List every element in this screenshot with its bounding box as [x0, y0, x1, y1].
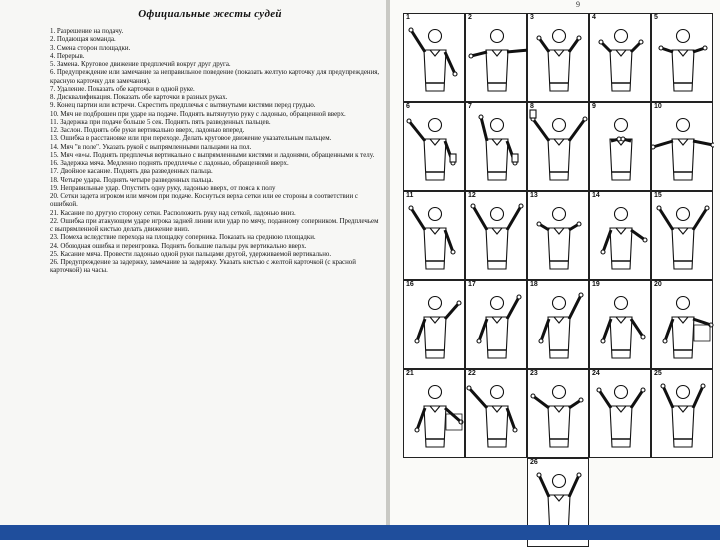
gesture-cell [589, 13, 651, 102]
figure-left-hand [659, 46, 663, 50]
gesture-number: 19 [592, 281, 600, 288]
referee-figure-icon [528, 370, 590, 459]
figure-right-hand [577, 36, 581, 40]
referee-figure-icon [404, 281, 466, 370]
figure-left-hand [537, 36, 541, 40]
figure-right-hand [583, 117, 587, 121]
figure-left-hand [652, 145, 655, 149]
rule-item [50, 127, 380, 135]
rule-number: 6. [50, 69, 57, 77]
figure-head [677, 386, 690, 399]
figure-left-arm [533, 119, 549, 141]
rule-number: 22. [50, 217, 61, 225]
rule-text: Касание по другую сторону сетки. Расположить руку над сеткой, ладонью вниз. [60, 209, 296, 217]
figure-right-arm [507, 297, 519, 319]
referee-figure-icon [590, 281, 652, 370]
rule-item [50, 135, 380, 143]
rule-text: Мяч «в»ы. Поднять предплечья вертикально с выпрямленными кистями и ладонями, обращенными к телу. [60, 151, 375, 159]
gesture-number: 24 [592, 370, 600, 377]
gesture-cell [403, 369, 465, 458]
rule-text: Задержка мяча. Медленно поднять предплечье с ладонью, обращенной вверх. [60, 160, 289, 167]
gesture-cell [403, 280, 465, 369]
figure-right-hand [519, 204, 523, 208]
figure-head [429, 119, 442, 132]
rule-item [50, 45, 380, 53]
figure-left-arm [409, 121, 425, 141]
figure-head [677, 119, 690, 132]
figure-left-hand [601, 339, 605, 343]
gesture-number: 11 [406, 192, 414, 199]
rule-item [50, 234, 380, 242]
figure-right-hand [639, 40, 643, 44]
rule-item [50, 193, 380, 210]
rule-item [50, 102, 380, 110]
rule-number: 14. [50, 143, 61, 151]
referee-figure-icon [590, 192, 652, 281]
figure-right-arm [445, 52, 455, 74]
rule-number: 23. [50, 234, 61, 242]
rule-number: 11. [50, 118, 61, 126]
figure-head [429, 297, 442, 310]
gesture-number: 15 [654, 192, 662, 199]
figure-left-arm [599, 390, 611, 408]
figure-left-hand [469, 54, 473, 58]
figure-right-arm [693, 208, 707, 230]
referee-figure-icon [466, 281, 528, 370]
page-number: 9 [576, 0, 580, 9]
gesture-number: 3 [530, 14, 534, 21]
rule-text: Разрешение на подачу. [56, 28, 124, 35]
rule-text: Замена. Круговое движение предплечий вокруг друг друга. [56, 61, 231, 68]
rule-text: Смена сторон площадки. [56, 44, 131, 52]
figure-head [615, 119, 628, 132]
rule-item [50, 218, 380, 235]
figure-right-arm [569, 119, 585, 141]
figure-left-arm [533, 396, 549, 408]
figure-left-hand [407, 119, 411, 123]
referee-figure-icon [652, 281, 714, 370]
figure-right-arm [445, 303, 459, 319]
figure-left-arm [417, 408, 425, 430]
rule-item [50, 69, 380, 86]
figure-right-hand [579, 293, 583, 297]
gesture-number: 14 [592, 192, 600, 199]
figure-left-hand [601, 250, 605, 254]
figure-right-arm [507, 50, 528, 52]
rule-item [50, 185, 380, 193]
gesture-cell [403, 102, 465, 191]
rule-number: 12. [50, 127, 61, 134]
gesture-cell [465, 191, 527, 280]
figure-left-hand [657, 206, 661, 210]
referee-figure-icon [528, 192, 590, 281]
rule-text: Сетки задета игроком или мячом при подаче. Коснуться верха сетки или ее стороны в соответствии с ошибкой. [50, 193, 358, 209]
rule-number: 1. [50, 28, 57, 35]
rule-text: Мяч не подброшен при ударе на подаче. Поднять вытянутую руку с ладонью, обращенной вверх. [60, 110, 346, 118]
rule-text: Двойное касание. Поднять два разведенных пальца. [60, 168, 213, 176]
figure-right-hand [579, 398, 583, 402]
net-icon [694, 325, 710, 341]
figure-right-arm [507, 408, 515, 430]
rule-item [50, 259, 380, 276]
gesture-cell [651, 280, 713, 369]
rule-number: 26. [50, 259, 61, 266]
figure-head [429, 386, 442, 399]
figure-right-hand [517, 295, 521, 299]
figure-head [677, 208, 690, 221]
figure-left-arm [411, 30, 425, 52]
gesture-cell [527, 191, 589, 280]
figure-right-hand [703, 46, 707, 50]
gesture-number: 8 [530, 103, 534, 110]
figure-left-hand [597, 388, 601, 392]
rule-text: Касание мяча. Провести ладонью одной руки пальцами другой, удерживаемой вертикально. [60, 250, 332, 258]
gesture-number: 4 [592, 14, 596, 21]
gesture-cell [589, 369, 651, 458]
referee-figure-icon [404, 370, 466, 459]
referee-figure-icon [528, 281, 590, 370]
rule-text: Помеха вследствие перехода на площадку соперника. Показать на среднюю площадки. [60, 234, 316, 242]
rule-number: 20. [50, 193, 61, 200]
bottom-bar [0, 525, 720, 540]
rule-item [50, 86, 380, 94]
rule-item [50, 94, 380, 102]
rule-item [50, 243, 380, 251]
figure-head [615, 297, 628, 310]
figure-right-arm [693, 386, 703, 408]
figure-left-arm [665, 319, 673, 341]
rule-number: 5. [50, 61, 57, 68]
figure-left-hand [479, 115, 483, 119]
rule-number: 8. [50, 94, 57, 101]
referee-figure-icon [652, 14, 714, 103]
gesture-number: 2 [468, 14, 472, 21]
gesture-number: 18 [530, 281, 538, 288]
gesture-cell [403, 191, 465, 280]
figure-right-arm [569, 295, 581, 319]
rule-text: Предупреждение или замечание за неправильное поведение (показать желтую карточку для предупреждения, красную карточку для замечания). [50, 69, 380, 85]
rule-text: Дисквалификация. Показать обе карточки в разных руках. [56, 94, 228, 101]
gesture-cell [651, 102, 713, 191]
figure-head [491, 386, 504, 399]
gesture-number: 1 [406, 14, 410, 21]
referee-figure-icon [528, 14, 590, 103]
figure-head [677, 30, 690, 43]
document-title: Официальные жесты судей [138, 8, 282, 20]
rule-number: 18. [50, 176, 61, 184]
figure-left-hand [415, 339, 419, 343]
gesture-cell [651, 191, 713, 280]
rule-text: Предупреждение за задержку, замечание за задержку. Указать кистью с желтой карточкой (с красной карточкой) на часы. [50, 259, 356, 275]
figure-left-arm [603, 230, 611, 252]
figure-left-arm [539, 38, 549, 52]
figure-left-hand [537, 473, 541, 477]
rule-number: 3. [50, 44, 57, 52]
figure-left-arm [603, 319, 611, 341]
rule-text: Мяч "в поле". Указать рукой с выпрямленными пальцами на пол. [60, 143, 252, 151]
rules-list [50, 28, 380, 276]
figure-right-arm [631, 230, 645, 240]
gesture-cell [589, 280, 651, 369]
figure-head [553, 386, 566, 399]
gesture-cell [651, 369, 713, 458]
figure-left-arm [479, 319, 487, 341]
figure-right-hand [711, 143, 714, 147]
rule-number: 4. [50, 52, 57, 60]
rule-number: 7. [50, 85, 57, 93]
rule-item [50, 61, 380, 69]
rule-number: 2. [50, 36, 57, 44]
rule-item [50, 168, 380, 176]
gesture-number: 12 [468, 192, 476, 199]
rule-text: Неправильные удар. Опустить одну руку, ладонью вверх, от пояса к полу [60, 184, 276, 192]
figure-right-hand [621, 137, 625, 141]
figure-head [553, 297, 566, 310]
gesture-number: 10 [654, 103, 662, 110]
figure-right-arm [507, 206, 521, 230]
figure-right-arm [631, 390, 643, 408]
figure-right-hand [641, 388, 645, 392]
referee-figure-icon [528, 103, 590, 192]
gesture-cell [465, 280, 527, 369]
referee-figure-icon [590, 103, 652, 192]
gesture-cell [527, 102, 589, 191]
referee-figure-icon [466, 192, 528, 281]
rule-number: 15. [50, 151, 61, 159]
rule-number: 13. [50, 135, 61, 143]
referee-figure-icon [652, 192, 714, 281]
figure-left-arm [653, 141, 673, 147]
figure-right-hand [705, 206, 709, 210]
rule-item [50, 144, 380, 152]
figure-right-hand [577, 473, 581, 477]
figure-right-hand [457, 301, 461, 305]
rule-item [50, 251, 380, 259]
figure-left-arm [469, 388, 487, 408]
figure-left-hand [661, 384, 665, 388]
figure-head [553, 208, 566, 221]
figure-head [429, 30, 442, 43]
figure-right-arm [569, 38, 579, 52]
rule-number: 21. [50, 209, 61, 217]
rule-item [50, 28, 380, 36]
referee-figure-icon [466, 370, 528, 459]
gesture-number: 20 [654, 281, 662, 288]
gesture-number: 7 [468, 103, 472, 110]
figure-right-hand [453, 72, 457, 76]
gesture-cell [465, 369, 527, 458]
rule-item [50, 152, 380, 160]
referee-figure-icon [466, 103, 528, 192]
figure-left-hand [409, 206, 413, 210]
gesture-cell [651, 13, 713, 102]
gesture-number: 22 [468, 370, 476, 377]
gesture-cell [465, 102, 527, 191]
figure-right-hand [451, 250, 455, 254]
referee-figure-icon [652, 370, 714, 459]
figure-right-hand [513, 428, 517, 432]
figure-left-hand [409, 28, 413, 32]
referee-figure-icon [652, 103, 714, 192]
gesture-number: 23 [530, 370, 538, 377]
figure-left-hand [537, 222, 541, 226]
gesture-cell [527, 280, 589, 369]
rule-number: 9. [50, 102, 57, 110]
figure-head [491, 119, 504, 132]
figure-left-hand [477, 339, 481, 343]
figure-left-arm [481, 117, 487, 141]
figure-left-arm [663, 386, 673, 408]
rule-number: 17. [50, 168, 61, 176]
figure-left-arm [473, 206, 487, 230]
rule-text: Четыре удара. Поднять четыре разведенных пальца. [60, 176, 214, 184]
figure-head [615, 30, 628, 43]
gesture-number: 26 [530, 459, 538, 466]
rule-number: 16. [50, 160, 61, 167]
figure-left-arm [659, 208, 673, 230]
figure-left-hand [531, 394, 535, 398]
figure-left-arm [417, 319, 425, 341]
figure-right-arm [693, 319, 711, 325]
figure-left-arm [411, 208, 425, 230]
rule-text: Заслон. Поднять обе руки вертикально вверх, ладонью вперед. [60, 127, 245, 134]
rule-number: 19. [50, 184, 61, 192]
referee-figure-icon [404, 14, 466, 103]
rule-text: Подающая команда. [56, 36, 116, 44]
gesture-number: 5 [654, 14, 658, 21]
figure-head [491, 208, 504, 221]
figure-left-arm [541, 319, 549, 341]
figure-left-hand [663, 339, 667, 343]
figure-right-arm [693, 141, 713, 145]
figure-right-arm [445, 408, 461, 422]
rule-number: 10. [50, 110, 61, 118]
rule-number: 25. [50, 250, 61, 258]
figure-head [429, 208, 442, 221]
gesture-grid [403, 13, 713, 523]
rule-item [50, 111, 380, 119]
figure-head [553, 30, 566, 43]
gesture-cell [527, 369, 589, 458]
gesture-number: 16 [406, 281, 414, 288]
rule-text: Задержка при подаче больше 5 сек. Поднять пять разведенных пальцев. [60, 118, 271, 126]
figure-left-hand [467, 386, 471, 390]
figure-head [491, 30, 504, 43]
figure-left-hand [599, 40, 603, 44]
figure-left-hand [415, 428, 419, 432]
figure-right-arm [445, 230, 453, 252]
gesture-cell [589, 191, 651, 280]
rule-item [50, 119, 380, 127]
referee-figure-icon [466, 14, 528, 103]
referee-figure-icon [590, 14, 652, 103]
figure-head [615, 386, 628, 399]
rule-item [50, 210, 380, 218]
gesture-number: 17 [468, 281, 476, 288]
figure-head [553, 119, 566, 132]
figure-right-hand [701, 384, 705, 388]
figure-left-hand [539, 339, 543, 343]
referee-figure-icon [590, 370, 652, 459]
card-icon [450, 154, 456, 162]
gesture-number: 13 [530, 192, 538, 199]
figure-right-hand [577, 222, 581, 226]
figure-right-arm [569, 475, 579, 497]
gesture-cell [527, 13, 589, 102]
card-icon [530, 110, 536, 118]
figure-left-arm [539, 475, 549, 497]
referee-figure-icon [404, 192, 466, 281]
rule-text: Ошибка при атакующем ударе игрока задней линии или удар по мячу, поданному соперником. Предплечьем с выпрямленной кистью делать движение вниз. [50, 217, 379, 233]
rule-text: Перерыв. [56, 52, 85, 60]
figure-head [615, 208, 628, 221]
rule-item [50, 160, 380, 168]
gesture-cell [403, 13, 465, 102]
rule-text: Ошибка в расстановке или при переходе. Делать круговое движение указательным пальцем. [60, 135, 332, 143]
figure-head [553, 475, 566, 488]
gesture-number: 6 [406, 103, 410, 110]
referee-figure-icon [404, 103, 466, 192]
figure-right-arm [631, 319, 643, 337]
gesture-number: 25 [654, 370, 662, 377]
rule-text: Конец партии или встречи. Скрестить предплечья с вытянутыми кистями перед грудью. [56, 102, 316, 110]
gesture-cell [465, 13, 527, 102]
figure-left-hand [471, 204, 475, 208]
figure-right-hand [643, 238, 647, 242]
rule-text: Удаление. Показать обе карточки в одной руке. [56, 85, 195, 93]
rule-item [50, 53, 380, 61]
figure-head [677, 297, 690, 310]
rule-text: Обоюдная ошибка и переигровка. Поднять большие пальцы рук вертикально вверх. [60, 242, 307, 250]
rule-item [50, 36, 380, 44]
card-icon [512, 154, 518, 162]
gesture-number: 9 [592, 103, 596, 110]
figure-head [491, 297, 504, 310]
gesture-number: 21 [406, 370, 414, 377]
rule-item [50, 177, 380, 185]
rule-number: 24. [50, 242, 61, 250]
gesture-cell [589, 102, 651, 191]
figure-right-hand [641, 335, 645, 339]
figure-left-hand [617, 137, 621, 141]
